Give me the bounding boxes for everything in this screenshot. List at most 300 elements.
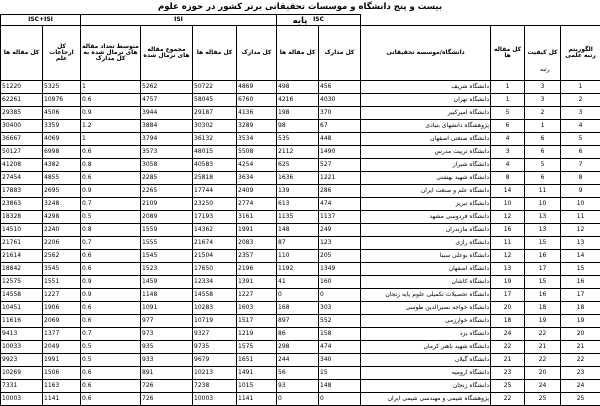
cell-isi-articles: 23250	[193, 198, 237, 211]
cell-isc-docs: 340	[319, 354, 361, 367]
table-row	[1, 107, 600, 120]
cell-rank-quality: 17	[525, 263, 561, 276]
cell-total-citations: 1991	[43, 354, 81, 367]
rank-label: رتبه	[540, 66, 550, 73]
cell-isc-docs: 552	[319, 315, 361, 328]
cell-isi-docs: 2357	[237, 250, 277, 263]
cell-avg-normalized: 0.6	[81, 393, 141, 406]
cell-avg-normalized: 1.2	[81, 120, 141, 133]
cell-total-citations: 6998	[43, 146, 81, 159]
cell-sum-normalized: 977	[141, 315, 193, 328]
cell-total-articles: 18328	[1, 211, 43, 224]
cell-sum-normalized: 726	[141, 393, 193, 406]
table-row	[1, 224, 600, 237]
cell-rank-final: 10	[561, 198, 600, 211]
cell-sum-normalized: 3058	[141, 159, 193, 172]
cell-institution: دانشگاه علم و صنعت ایران	[361, 185, 491, 198]
table-row	[1, 185, 600, 198]
cell-rank-articles: 14	[491, 185, 525, 198]
cell-sum-normalized: 1555	[141, 237, 193, 250]
cell-rank-final: 19	[561, 315, 600, 328]
cell-rank-quality: 16	[525, 250, 561, 263]
cell-isi-articles: 21674	[193, 237, 237, 250]
cell-rank-articles: 13	[491, 263, 525, 276]
cell-isi-docs: 4136	[237, 107, 277, 120]
cell-institution: دانشگاه فردوسی مشهد	[361, 211, 491, 224]
cell-rank-articles: 19	[491, 276, 525, 289]
cell-rank-final: 2	[561, 94, 600, 107]
cell-sum-normalized: 1091	[141, 302, 193, 315]
cell-isi-articles: 9327	[193, 328, 237, 341]
cell-institution: دانشگاه مازندران	[361, 224, 491, 237]
cell-sum-normalized: 3794	[141, 133, 193, 146]
cell-total-articles: 50127	[1, 146, 43, 159]
cell-sum-normalized: 891	[141, 367, 193, 380]
cell-isc-docs: 527	[319, 159, 361, 172]
cell-isc-docs: 370	[319, 107, 361, 120]
cell-isi-docs: 4254	[237, 159, 277, 172]
cell-rank-articles: 23	[491, 367, 525, 380]
cell-sum-normalized: 2285	[141, 172, 193, 185]
table-row	[1, 146, 600, 159]
cell-total-citations: 1506	[43, 367, 81, 380]
cell-isi-articles: 30302	[193, 120, 237, 133]
group-isi: ISI	[81, 15, 277, 26]
table-row	[1, 302, 600, 315]
cell-total-citations: 1141	[43, 393, 81, 406]
cell-rank-articles: 22	[491, 393, 525, 406]
cell-avg-normalized: 0.5	[81, 354, 141, 367]
header-total-citations: کل ارجاعات علم	[43, 26, 81, 81]
cell-total-citations: 2240	[43, 224, 81, 237]
table-row	[1, 367, 600, 380]
cell-rank-quality: 24	[525, 380, 561, 393]
cell-isc-docs: 303	[319, 302, 361, 315]
header-rank-final: الگوریتم رتبه علمی	[561, 26, 600, 81]
cell-total-articles: 36667	[1, 133, 43, 146]
cell-rank-articles: 6	[491, 120, 525, 133]
group-isc: ISC	[277, 15, 361, 26]
cell-isi-articles: 10213	[193, 367, 237, 380]
cell-rank-quality: 20	[525, 367, 561, 380]
cell-total-articles: 10451	[1, 302, 43, 315]
cell-total-citations: 1551	[43, 276, 81, 289]
cell-sum-normalized: 1459	[141, 276, 193, 289]
table-row	[1, 393, 600, 406]
cell-total-citations: 2562	[43, 250, 81, 263]
cell-isi-articles: 10283	[193, 302, 237, 315]
table-row	[1, 159, 600, 172]
cell-isc-docs: 456	[319, 81, 361, 94]
cell-total-citations: 1163	[43, 380, 81, 393]
cell-total-articles: 30400	[1, 120, 43, 133]
cell-isc-docs: 148	[319, 380, 361, 393]
cell-isi-docs: 1603	[237, 302, 277, 315]
cell-rank-articles: 22	[491, 341, 525, 354]
cell-rank-final: 9	[561, 185, 600, 198]
cell-avg-normalized: 0.9	[81, 289, 141, 302]
cell-institution: پژوهشگاه دانشهای بنیادی	[361, 120, 491, 133]
cell-isi-articles: 36132	[193, 133, 237, 146]
cell-rank-quality: 6	[525, 172, 561, 185]
cell-total-articles: 10269	[1, 367, 43, 380]
cell-sum-normalized: 1559	[141, 224, 193, 237]
cell-avg-normalized: 0.9	[81, 185, 141, 198]
cell-isc-articles: 625	[277, 159, 319, 172]
cell-institution: دانشگاه بوعلی سینا	[361, 250, 491, 263]
cell-institution: دانشگاه اصفهان	[361, 263, 491, 276]
cell-rank-articles: 21	[491, 354, 525, 367]
cell-avg-normalized: 0.9	[81, 276, 141, 289]
cell-rank-final: 14	[561, 250, 600, 263]
cell-rank-quality: 15	[525, 237, 561, 250]
cell-sum-normalized: 1545	[141, 250, 193, 263]
cell-rank-quality: 6	[525, 133, 561, 146]
cell-avg-normalized: 0.6	[81, 250, 141, 263]
header-avg-normalized: متوسط تعداد مقاله های نرمال شده به کل مدارک	[81, 26, 141, 81]
table-body	[1, 81, 600, 406]
cell-isi-docs: 4869	[237, 81, 277, 94]
group-header-row	[1, 15, 600, 26]
cell-isc-docs: 67	[319, 120, 361, 133]
cell-sum-normalized: 2089	[141, 211, 193, 224]
cell-isc-articles: 98	[277, 120, 319, 133]
cell-rank-quality: 15	[525, 276, 561, 289]
cell-total-articles: 10033	[1, 341, 43, 354]
cell-total-articles: 12575	[1, 276, 43, 289]
cell-isi-docs: 2774	[237, 198, 277, 211]
cell-isi-articles: 17744	[193, 185, 237, 198]
cell-isi-docs: 5508	[237, 146, 277, 159]
cell-isc-articles: 56	[277, 367, 319, 380]
cell-total-articles: 11616	[1, 315, 43, 328]
cell-rank-articles: 25	[491, 380, 525, 393]
table-row	[1, 250, 600, 263]
cell-rank-final: 18	[561, 302, 600, 315]
cell-rank-articles: 4	[491, 159, 525, 172]
cell-rank-quality: 5	[525, 159, 561, 172]
cell-institution: دانشگاه یزد	[361, 328, 491, 341]
cell-avg-normalized: 0.6	[81, 263, 141, 276]
cell-sum-normalized: 726	[141, 380, 193, 393]
cell-isc-articles: 535	[277, 133, 319, 146]
cell-rank-articles: 18	[491, 315, 525, 328]
cell-rank-final: 6	[561, 146, 600, 159]
cell-institution: دانشگاه شیراز	[361, 159, 491, 172]
cell-isi-docs: 1219	[237, 328, 277, 341]
cell-isc-articles: 41	[277, 276, 319, 289]
cell-institution: دانشگاه رازی	[361, 237, 491, 250]
cell-isc-articles: 298	[277, 341, 319, 354]
cell-rank-quality: 10	[525, 198, 561, 211]
cell-avg-normalized: 0.7	[81, 237, 141, 250]
cell-isi-docs: 3289	[237, 120, 277, 133]
cell-rank-articles: 12	[491, 250, 525, 263]
cell-rank-final: 11	[561, 211, 600, 224]
cell-total-articles: 7331	[1, 380, 43, 393]
cell-isc-docs: 160	[319, 276, 361, 289]
cell-isc-articles: 897	[277, 315, 319, 328]
cell-isi-articles: 14362	[193, 224, 237, 237]
cell-isc-articles: 244	[277, 354, 319, 367]
cell-avg-normalized: 0.6	[81, 172, 141, 185]
cell-avg-normalized: 0.6	[81, 94, 141, 107]
cell-rank-quality: 3	[525, 81, 561, 94]
cell-total-articles: 9413	[1, 328, 43, 341]
cell-institution: دانشگاه تحصیلات تکمیلی علوم پایه زنجان	[361, 289, 491, 302]
cell-isc-docs: 474	[319, 341, 361, 354]
ranking-table	[0, 14, 600, 406]
cell-institution: دانشگاه شهید باهنر کرمان	[361, 341, 491, 354]
cell-total-articles: 9923	[1, 354, 43, 367]
cell-isi-articles: 21504	[193, 250, 237, 263]
table-row	[1, 133, 600, 146]
cell-institution: دانشگاه تهران	[361, 94, 491, 107]
cell-total-articles: 10003	[1, 393, 43, 406]
table-row	[1, 172, 600, 185]
table-row	[1, 198, 600, 211]
cell-rank-final: 4	[561, 120, 600, 133]
table-row	[1, 276, 600, 289]
cell-avg-normalized: 0.6	[81, 367, 141, 380]
cell-isc-docs: 15	[319, 367, 361, 380]
cell-isi-docs: 3534	[237, 133, 277, 146]
cell-total-citations: 1377	[43, 328, 81, 341]
cell-total-citations: 1227	[43, 289, 81, 302]
cell-isi-docs: 2409	[237, 185, 277, 198]
cell-rank-quality: 22	[525, 354, 561, 367]
cell-sum-normalized: 973	[141, 328, 193, 341]
cell-isi-articles: 48015	[193, 146, 237, 159]
cell-isc-articles: 1636	[277, 172, 319, 185]
cell-avg-normalized: 0.8	[81, 224, 141, 237]
cell-rank-final: 3	[561, 107, 600, 120]
table-row	[1, 289, 600, 302]
table-row	[1, 354, 600, 367]
cell-isi-articles: 14558	[193, 289, 237, 302]
cell-isc-articles: 0	[277, 393, 319, 406]
cell-institution: دانشگاه کاشان	[361, 276, 491, 289]
cell-total-articles: 14558	[1, 289, 43, 302]
cell-institution: دانشگاه ارومیه	[361, 367, 491, 380]
cell-avg-normalized: 0.8	[81, 159, 141, 172]
cell-rank-articles: 12	[491, 211, 525, 224]
table-row	[1, 328, 600, 341]
cell-avg-normalized: 0.5	[81, 341, 141, 354]
cell-isc-docs: 448	[319, 133, 361, 146]
cell-sum-normalized: 2109	[141, 198, 193, 211]
cell-rank-articles: 24	[491, 328, 525, 341]
cell-total-citations: 3248	[43, 198, 81, 211]
cell-rank-quality: 2	[525, 107, 561, 120]
cell-sum-normalized: 2265	[141, 185, 193, 198]
cell-rank-quality: 21	[525, 341, 561, 354]
table-row	[1, 211, 600, 224]
cell-isi-docs: 2196	[237, 263, 277, 276]
cell-rank-articles: 1	[491, 81, 525, 94]
cell-total-articles: 21761	[1, 237, 43, 250]
cell-total-citations: 2049	[43, 341, 81, 354]
cell-total-citations: 3359	[43, 120, 81, 133]
cell-rank-articles: 20	[491, 302, 525, 315]
cell-isi-docs: 1227	[237, 289, 277, 302]
cell-isi-docs: 6760	[237, 94, 277, 107]
cell-isc-docs: 1490	[319, 146, 361, 159]
cell-sum-normalized: 933	[141, 354, 193, 367]
cell-isi-articles: 12334	[193, 276, 237, 289]
cell-isc-articles: 0	[277, 289, 319, 302]
cell-isc-docs: 1221	[319, 172, 361, 185]
cell-total-citations: 2695	[43, 185, 81, 198]
cell-total-citations: 2069	[43, 315, 81, 328]
cell-rank-articles: 11	[491, 237, 525, 250]
cell-isc-docs: 123	[319, 237, 361, 250]
cell-isi-docs: 1491	[237, 367, 277, 380]
cell-isi-docs: 1517	[237, 315, 277, 328]
cell-isc-docs: 1137	[319, 211, 361, 224]
header-institution: دانشگاه/موسسه تحقیقاتی	[361, 26, 491, 81]
cell-rank-quality: 11	[525, 185, 561, 198]
cell-avg-normalized: 0.5	[81, 211, 141, 224]
cell-rank-articles: 3	[491, 146, 525, 159]
cell-total-articles: 51220	[1, 81, 43, 94]
cell-avg-normalized: 1	[81, 81, 141, 94]
cell-isi-articles: 17650	[193, 263, 237, 276]
cell-isi-articles: 7238	[193, 380, 237, 393]
cell-sum-normalized: 1148	[141, 289, 193, 302]
cell-rank-final: 8	[561, 172, 600, 185]
table-row	[1, 380, 600, 393]
table-row	[1, 237, 600, 250]
cell-institution: دانشگاه صنعتی اصفهان	[361, 133, 491, 146]
cell-total-articles: 29385	[1, 107, 43, 120]
header-isi-docs: کل مدارک	[237, 26, 277, 81]
cell-isc-docs: 4030	[319, 94, 361, 107]
cell-avg-normalized: 0.7	[81, 328, 141, 341]
cell-total-articles: 41208	[1, 159, 43, 172]
cell-rank-final: 25	[561, 393, 600, 406]
cell-rank-final: 13	[561, 237, 600, 250]
table-row	[1, 341, 600, 354]
cell-sum-normalized: 1523	[141, 263, 193, 276]
cell-total-articles: 27454	[1, 172, 43, 185]
cell-avg-normalized: 0.6	[81, 146, 141, 159]
cell-avg-normalized: 0.7	[81, 198, 141, 211]
cell-isc-docs: 474	[319, 198, 361, 211]
cell-total-articles: 18842	[1, 263, 43, 276]
cell-rank-quality: 13	[525, 224, 561, 237]
cell-isi-articles: 40583	[193, 159, 237, 172]
table-row	[1, 120, 600, 133]
cell-isi-docs: 1391	[237, 276, 277, 289]
cell-total-articles: 62261	[1, 94, 43, 107]
cell-rank-final: 12	[561, 224, 600, 237]
cell-isc-articles: 139	[277, 185, 319, 198]
cell-isi-articles: 17193	[193, 211, 237, 224]
cell-total-citations: 4506	[43, 107, 81, 120]
cell-rank-final: 24	[561, 380, 600, 393]
table-row	[1, 315, 600, 328]
cell-rank-articles: 17	[491, 289, 525, 302]
cell-total-citations: 2206	[43, 237, 81, 250]
cell-institution: دانشگاه زنجان	[361, 380, 491, 393]
cell-isc-articles: 86	[277, 328, 319, 341]
cell-avg-normalized: 0.9	[81, 107, 141, 120]
page-title: بیست و پنج دانشگاه و موسسات تحقیقاتی برتر کشور در حوزه علوم پایه	[150, 0, 450, 14]
cell-rank-articles: 10	[491, 198, 525, 211]
header-total-articles: کل مقاله ها	[1, 26, 43, 81]
cell-rank-quality: 1	[525, 120, 561, 133]
cell-total-articles: 17883	[1, 185, 43, 198]
header-isi-articles: کل مقاله ها	[193, 26, 237, 81]
cell-total-citations: 4069	[43, 133, 81, 146]
cell-isi-articles: 10719	[193, 315, 237, 328]
header-rank-quality: کل کیفیت	[525, 26, 561, 81]
cell-isi-articles: 29187	[193, 107, 237, 120]
cell-sum-normalized: 935	[141, 341, 193, 354]
cell-rank-quality: 18	[525, 302, 561, 315]
cell-isc-articles: 168	[277, 302, 319, 315]
cell-total-articles: 21614	[1, 250, 43, 263]
cell-isi-docs: 1651	[237, 354, 277, 367]
cell-sum-normalized: 4757	[141, 94, 193, 107]
cell-rank-final: 17	[561, 289, 600, 302]
cell-rank-articles: 1	[491, 94, 525, 107]
cell-institution: دانشگاه تربیت مدرس	[361, 146, 491, 159]
cell-isi-docs: 1575	[237, 341, 277, 354]
cell-avg-normalized: 0.6	[81, 302, 141, 315]
header-sum-normalized: مجموع مقاله های نرمال شده	[141, 26, 193, 81]
header-rank-articles: کل مقاله ها	[491, 26, 525, 81]
cell-rank-articles: 8	[491, 172, 525, 185]
cell-total-articles: 23863	[1, 198, 43, 211]
cell-rank-quality: 16	[525, 289, 561, 302]
cell-rank-quality: 22	[525, 328, 561, 341]
cell-isc-docs: 249	[319, 224, 361, 237]
cell-institution: پژوهشگاه شیمی و مهندسی شیمی ایران	[361, 393, 491, 406]
cell-sum-normalized: 3573	[141, 146, 193, 159]
header-isc-articles: کل مقاله ها	[277, 26, 319, 81]
cell-total-articles: 14510	[1, 224, 43, 237]
cell-sum-normalized: 3944	[141, 107, 193, 120]
cell-isc-articles: 87	[277, 237, 319, 250]
cell-institution: دانشگاه شهید بهشتی	[361, 172, 491, 185]
cell-rank-final: 5	[561, 133, 600, 146]
cell-isc-articles: 2112	[277, 146, 319, 159]
cell-institution: دانشگاه گیلان	[361, 354, 491, 367]
cell-isi-docs: 3161	[237, 211, 277, 224]
cell-total-citations: 4855	[43, 172, 81, 185]
cell-isc-docs: 0	[319, 393, 361, 406]
cell-institution: دانشگاه خواجه نصیرالدین طوسی	[361, 302, 491, 315]
header-isc-docs: کل مدارک	[319, 26, 361, 81]
cell-rank-final: 7	[561, 159, 600, 172]
cell-avg-normalized: 0.6	[81, 380, 141, 393]
cell-rank-quality: 25	[525, 393, 561, 406]
cell-institution: دانشگاه تبریز	[361, 198, 491, 211]
cell-rank-final: 23	[561, 367, 600, 380]
cell-isc-articles: 613	[277, 198, 319, 211]
cell-isc-docs: 286	[319, 185, 361, 198]
cell-rank-final: 21	[561, 341, 600, 354]
table-row	[1, 94, 600, 107]
cell-rank-final: 15	[561, 263, 600, 276]
cell-isc-docs: 158	[319, 328, 361, 341]
cell-isi-articles: 50722	[193, 81, 237, 94]
cell-isc-articles: 93	[277, 380, 319, 393]
cell-isc-articles: 1192	[277, 263, 319, 276]
cell-total-citations: 1906	[43, 302, 81, 315]
